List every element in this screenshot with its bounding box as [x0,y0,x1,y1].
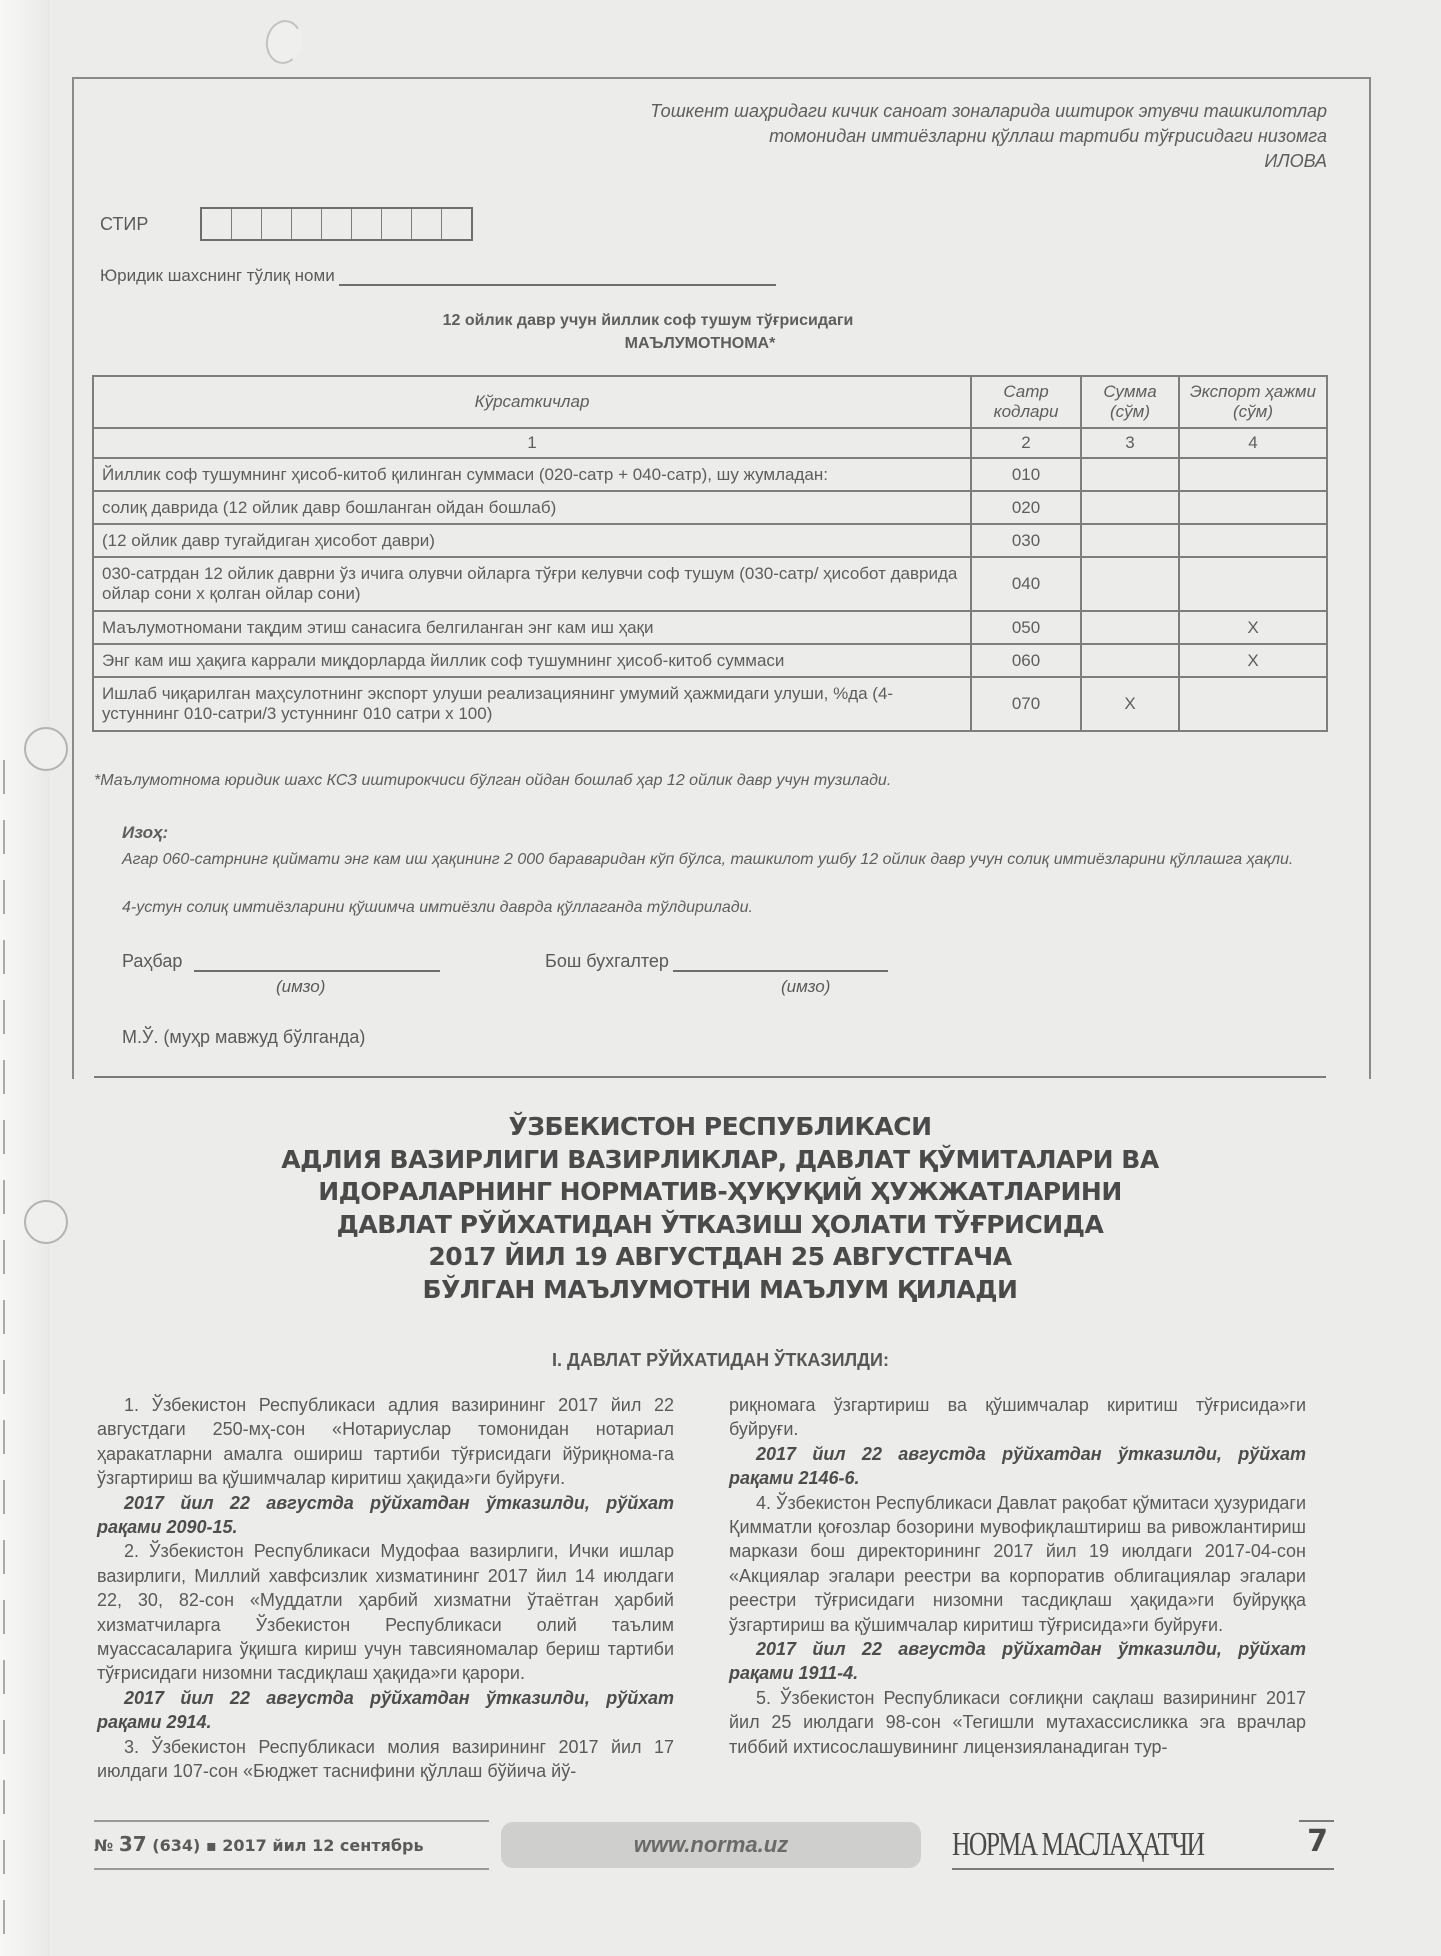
issue-info [94,1832,424,1856]
stir-cell[interactable] [202,209,232,239]
stir-cell[interactable] [292,209,322,239]
table-row [93,557,1327,611]
form-title-main: МАЪЛУМОТНОМА* [624,335,776,352]
article-paragraph: риқномага ўзгартириш ва қўшимчалар киритиш тўғрисида»ги буйруғи. [729,1395,1306,1440]
header-codes: Сатр кодлари [971,376,1081,428]
perforation-mark [3,1300,5,1334]
row-sum[interactable] [1081,491,1179,524]
signature-head-label: Раҳбар [122,951,183,971]
row-code: 060 [971,644,1081,677]
header-export: Экспорт ҳажми (сўм) [1179,376,1327,428]
note-text: 4-устун солиқ имтиёзларини қўшимча имтиёзли даврда қўллаганда тўлдирилади. [122,899,753,916]
signature-head-blank[interactable] [194,952,440,972]
table-row [93,491,1327,524]
column-number: 4 [1179,428,1327,458]
article-paragraph: 1. Ўзбекистон Республикаси адлия вазирининг 2017 йил 22 августдаги 250-мҳ-сон «Нотариуслар томонидан нотариал ҳаракатларни амалга ошириш тартиби тўғрисидаги йўриқнома-га ўзгартириш ва қўшимчалар киритиш ҳақида»ги буйруғи. [97,1395,674,1489]
footnote: *Маълумотнома юридик шахс КСЗ иштирокчиси бўлган ойдан бошлаб ҳар 12 ойлик давр учун тузилади. [94,772,892,789]
footer-rule [1299,1820,1334,1822]
issue-prefix: № [94,1836,114,1855]
row-code: 030 [971,524,1081,557]
perforation-mark [3,1780,5,1814]
signature-accountant-label: Бош бухгалтер [545,951,669,971]
issue-date: 2017 йил 12 сентябрь [222,1836,424,1855]
row-label: Энг кам иш ҳақига каррали миқдорларда йиллик соф тушумнинг ҳисоб-китоб суммаси [93,644,971,677]
stir-cell[interactable] [232,209,262,239]
perforation-mark [3,1180,5,1214]
headline-line: 2017 ЙИЛ 19 АВГУСТДАН 25 АВГУСТГАЧА [428,1242,1012,1271]
row-export[interactable] [1179,557,1327,611]
entity-name-field[interactable] [100,266,776,286]
stir-cell[interactable] [262,209,292,239]
entity-name-blank[interactable] [339,266,776,286]
perforation-mark [3,1000,5,1034]
column-number-row [93,428,1327,458]
row-sum[interactable] [1081,644,1179,677]
footer-rule [94,1820,489,1822]
row-export[interactable]: X [1179,644,1327,677]
stir-cell[interactable] [412,209,442,239]
registration-note: 2017 йил 22 августда рўйхатдан ўтказилди, рўйхат рақами 1911-4. [729,1639,1306,1684]
signature-caption: (имзо) [781,977,831,996]
punch-hole [24,1200,68,1244]
perforation-mark [3,940,5,974]
stir-label: СТИР [100,214,149,234]
column-number: 2 [971,428,1081,458]
row-sum[interactable] [1081,557,1179,611]
column-number: 1 [93,428,971,458]
table-row [93,644,1327,677]
issue-number: 37 [118,1832,147,1856]
magazine-title: НОРМА МАСЛАҲАТЧИ [952,1826,1204,1863]
perforation-mark [3,880,5,914]
row-export[interactable] [1179,491,1327,524]
page-number: 7 [1307,1824,1328,1859]
table-row [93,611,1327,644]
column-number: 3 [1081,428,1179,458]
headline-line: ЎЗБЕКИСТОН РЕСПУБЛИКАСИ [508,1112,932,1141]
footer-rule [952,1868,1334,1870]
registration-note: 2017 йил 22 августда рўйхатдан ўтказилди, рўйхат рақами 2090-15. [97,1492,674,1538]
row-label: Ишлаб чиқарилган маҳсулотнинг экспорт улуши реализациянинг умумий ҳажмидаги улуши, %да (4-устуннинг 010-сатри/3 устуннинг 010 сатри х 100) [93,677,971,731]
row-sum[interactable] [1081,458,1179,491]
stir-cell[interactable] [322,209,352,239]
row-label: солиқ даврида (12 ойлик давр бошланган ойдан бошлаб) [93,491,971,524]
binding-margin [0,0,50,1956]
section-divider [94,1076,1326,1078]
row-code: 040 [971,557,1081,611]
note-text: Агар 060-сатрнинг қиймати энг кам иш ҳақининг 2 000 бараваридан кўп бўлса, ташкилот ушбу 12 ойлик давр учун солиқ имтиёзларини қўллашга ҳақли. [122,851,1294,868]
article-column-left [97,1393,674,1784]
row-export[interactable] [1179,524,1327,557]
entity-name-label: Юридик шахснинг тўлиқ номи [100,266,335,285]
headline-line: ДАВЛАТ РЎЙХАТИДАН ЎТКАЗИШ ҲОЛАТИ ТЎҒРИСИДА [336,1209,1104,1239]
row-code: 070 [971,677,1081,731]
stir-cell[interactable] [382,209,412,239]
perforation-mark [3,1660,5,1694]
headline-line: ИДОРАЛАРНИНГ НОРМАТИВ-ҲУҚУҚИЙ ҲУЖЖАТЛАРИНИ [318,1177,1122,1206]
row-code: 050 [971,611,1081,644]
info-table [92,375,1328,732]
headline-line: БЎЛГАН МАЪЛУМОТНИ МАЪЛУМ ҚИЛАДИ [422,1274,1018,1304]
table-row [93,524,1327,557]
appendix-caption [650,99,1327,174]
appendix-line-1: Тошкент шаҳридаги кичик саноат зоналарида иштирок этувчи ташкилотлар [650,101,1327,121]
stamp-note: М.Ў. (муҳр мавжуд бўлганда) [122,1027,366,1047]
article-paragraph: 2. Ўзбекистон Республикаси Мудофаа вазирлиги, Ички ишлар вазирлиги, Миллий хавфсизлик хизматининг 2017 йил 14 июлдаги 22, 30, 82-сон «Муддатли ҳарбий хизматни ўтаётган ҳарбий хизматчиларга Ўзбекистон Республикаси олий таълим муассасаларига ўқишга кириш учун тавсияномалар бериш тартиби тўғрисидаги низомни тасдиқлаш ҳақида»ги қарори. [97,1541,674,1684]
footer-rule [94,1868,489,1870]
registration-note: 2017 йил 22 августда рўйхатдан ўтказилди, рўйхат рақами 2914. [97,1687,674,1733]
perforation-mark [3,1600,5,1634]
issue-total: (634) [152,1836,201,1855]
row-export[interactable] [1179,458,1327,491]
appendix-label: ИЛОВА [1264,151,1327,171]
row-label: (12 ойлик давр тугайдиган ҳисобот даври) [93,524,971,557]
form-title: 12 ойлик давр учун йиллик соф тушум тўғрисидаги [442,312,854,329]
headline-line: АДЛИЯ ВАЗИРЛИГИ ВАЗИРЛИКЛАР, ДАВЛАТ ҚЎМИТАЛАРИ ВА [281,1144,1159,1174]
row-label: Маълумотномани тақдим этиш санасига белгиланган энг кам иш ҳақи [93,611,971,644]
row-export[interactable] [1179,677,1327,731]
stir-cell[interactable] [442,209,471,239]
perforation-mark [3,1540,5,1574]
perforation-mark [3,1840,5,1874]
row-label: 030-сатрдан 12 ойлик даврни ўз ичига олувчи ойларга тўғри келувчи соф тушум (030-сатр/ ҳисобот даврида ойлар сони х қолган ойлар сони) [93,557,971,611]
article-paragraph: 5. Ўзбекистон Республикаси соғлиқни сақлаш вазирининг 2017 йил 25 июлдаги 98-сон «Тегишли мутахассисликка эга врачлар тиббий ихтисослашувининг лицензияланадиган тур- [729,1687,1306,1757]
header-indicators: Кўрсаткичлар [93,376,971,428]
row-label: Йиллик соф тушумнинг ҳисоб-китоб қилинган суммаси (020-сатр + 040-сатр), шу жумладан: [93,458,971,491]
perforation-mark [3,1900,5,1934]
perforation-mark [3,1060,5,1094]
perforation-mark [3,820,5,854]
punch-hole-top [262,17,305,67]
perforation-mark [3,1240,5,1274]
article-paragraph: 4. Ўзбекистон Республикаси Давлат рақобат қўмитаси ҳузуридаги Қимматли қоғозлар бозорини мувофиқлаштириш ва ривожлантириш маркази бош директорининг 2017 йил 19 июлдаги 2017-04-сон «Акциялар эгалари реестри ва корпоратив облигациялар эгалари реестри тўғрисидаги низомни тасдиқлаш ҳақида»ги буйруққа ўзгартириш ва қўшимчалар киритиш тўғрисида»ги буйруғи. [729,1492,1306,1635]
header-sum: Сумма (сўм) [1081,376,1179,428]
note-heading: Изоҳ: [122,823,169,842]
perforation-mark [3,1480,5,1514]
website-link[interactable]: www.norma.uz [501,1822,921,1868]
row-sum[interactable] [1081,524,1179,557]
signature-accountant-blank[interactable] [673,952,888,972]
perforation-mark [3,760,5,794]
page-footer [94,1822,1334,1874]
appendix-line-2: томонидан имтиёзларни қўллаш тартиби тўғрисидаги низомга [769,126,1327,146]
row-code: 020 [971,491,1081,524]
stir-cell[interactable] [352,209,382,239]
perforation-mark [3,1720,5,1754]
table-row [93,458,1327,491]
article-headline [140,1111,1300,1306]
article-column-right [729,1393,1306,1759]
row-code: 010 [971,458,1081,491]
punch-hole [24,727,68,771]
table-row [93,677,1327,731]
signature-accountant [545,951,888,972]
signature-caption: (имзо) [276,977,326,996]
row-export[interactable]: X [1179,611,1327,644]
signature-head [122,951,440,972]
perforation-mark [3,1120,5,1154]
row-sum[interactable] [1081,611,1179,644]
table-header-row [93,376,1327,428]
bullet-icon: ▪ [205,1836,217,1855]
article-paragraph: 3. Ўзбекистон Республикаси молия вазирининг 2017 йил 17 июлдаги 107-сон «Бюджет таснифини қўллаш бўйича йў- [97,1736,674,1782]
section-heading: I. ДАВЛАТ РЎЙХАТИДАН ЎТКАЗИЛДИ: [552,1350,889,1370]
registration-note: 2017 йил 22 августда рўйхатдан ўтказилди, рўйхат рақами 2146-6. [729,1443,1306,1489]
perforation-mark [3,1420,5,1454]
row-sum[interactable]: X [1081,677,1179,731]
stir-input-cells[interactable] [200,207,473,241]
